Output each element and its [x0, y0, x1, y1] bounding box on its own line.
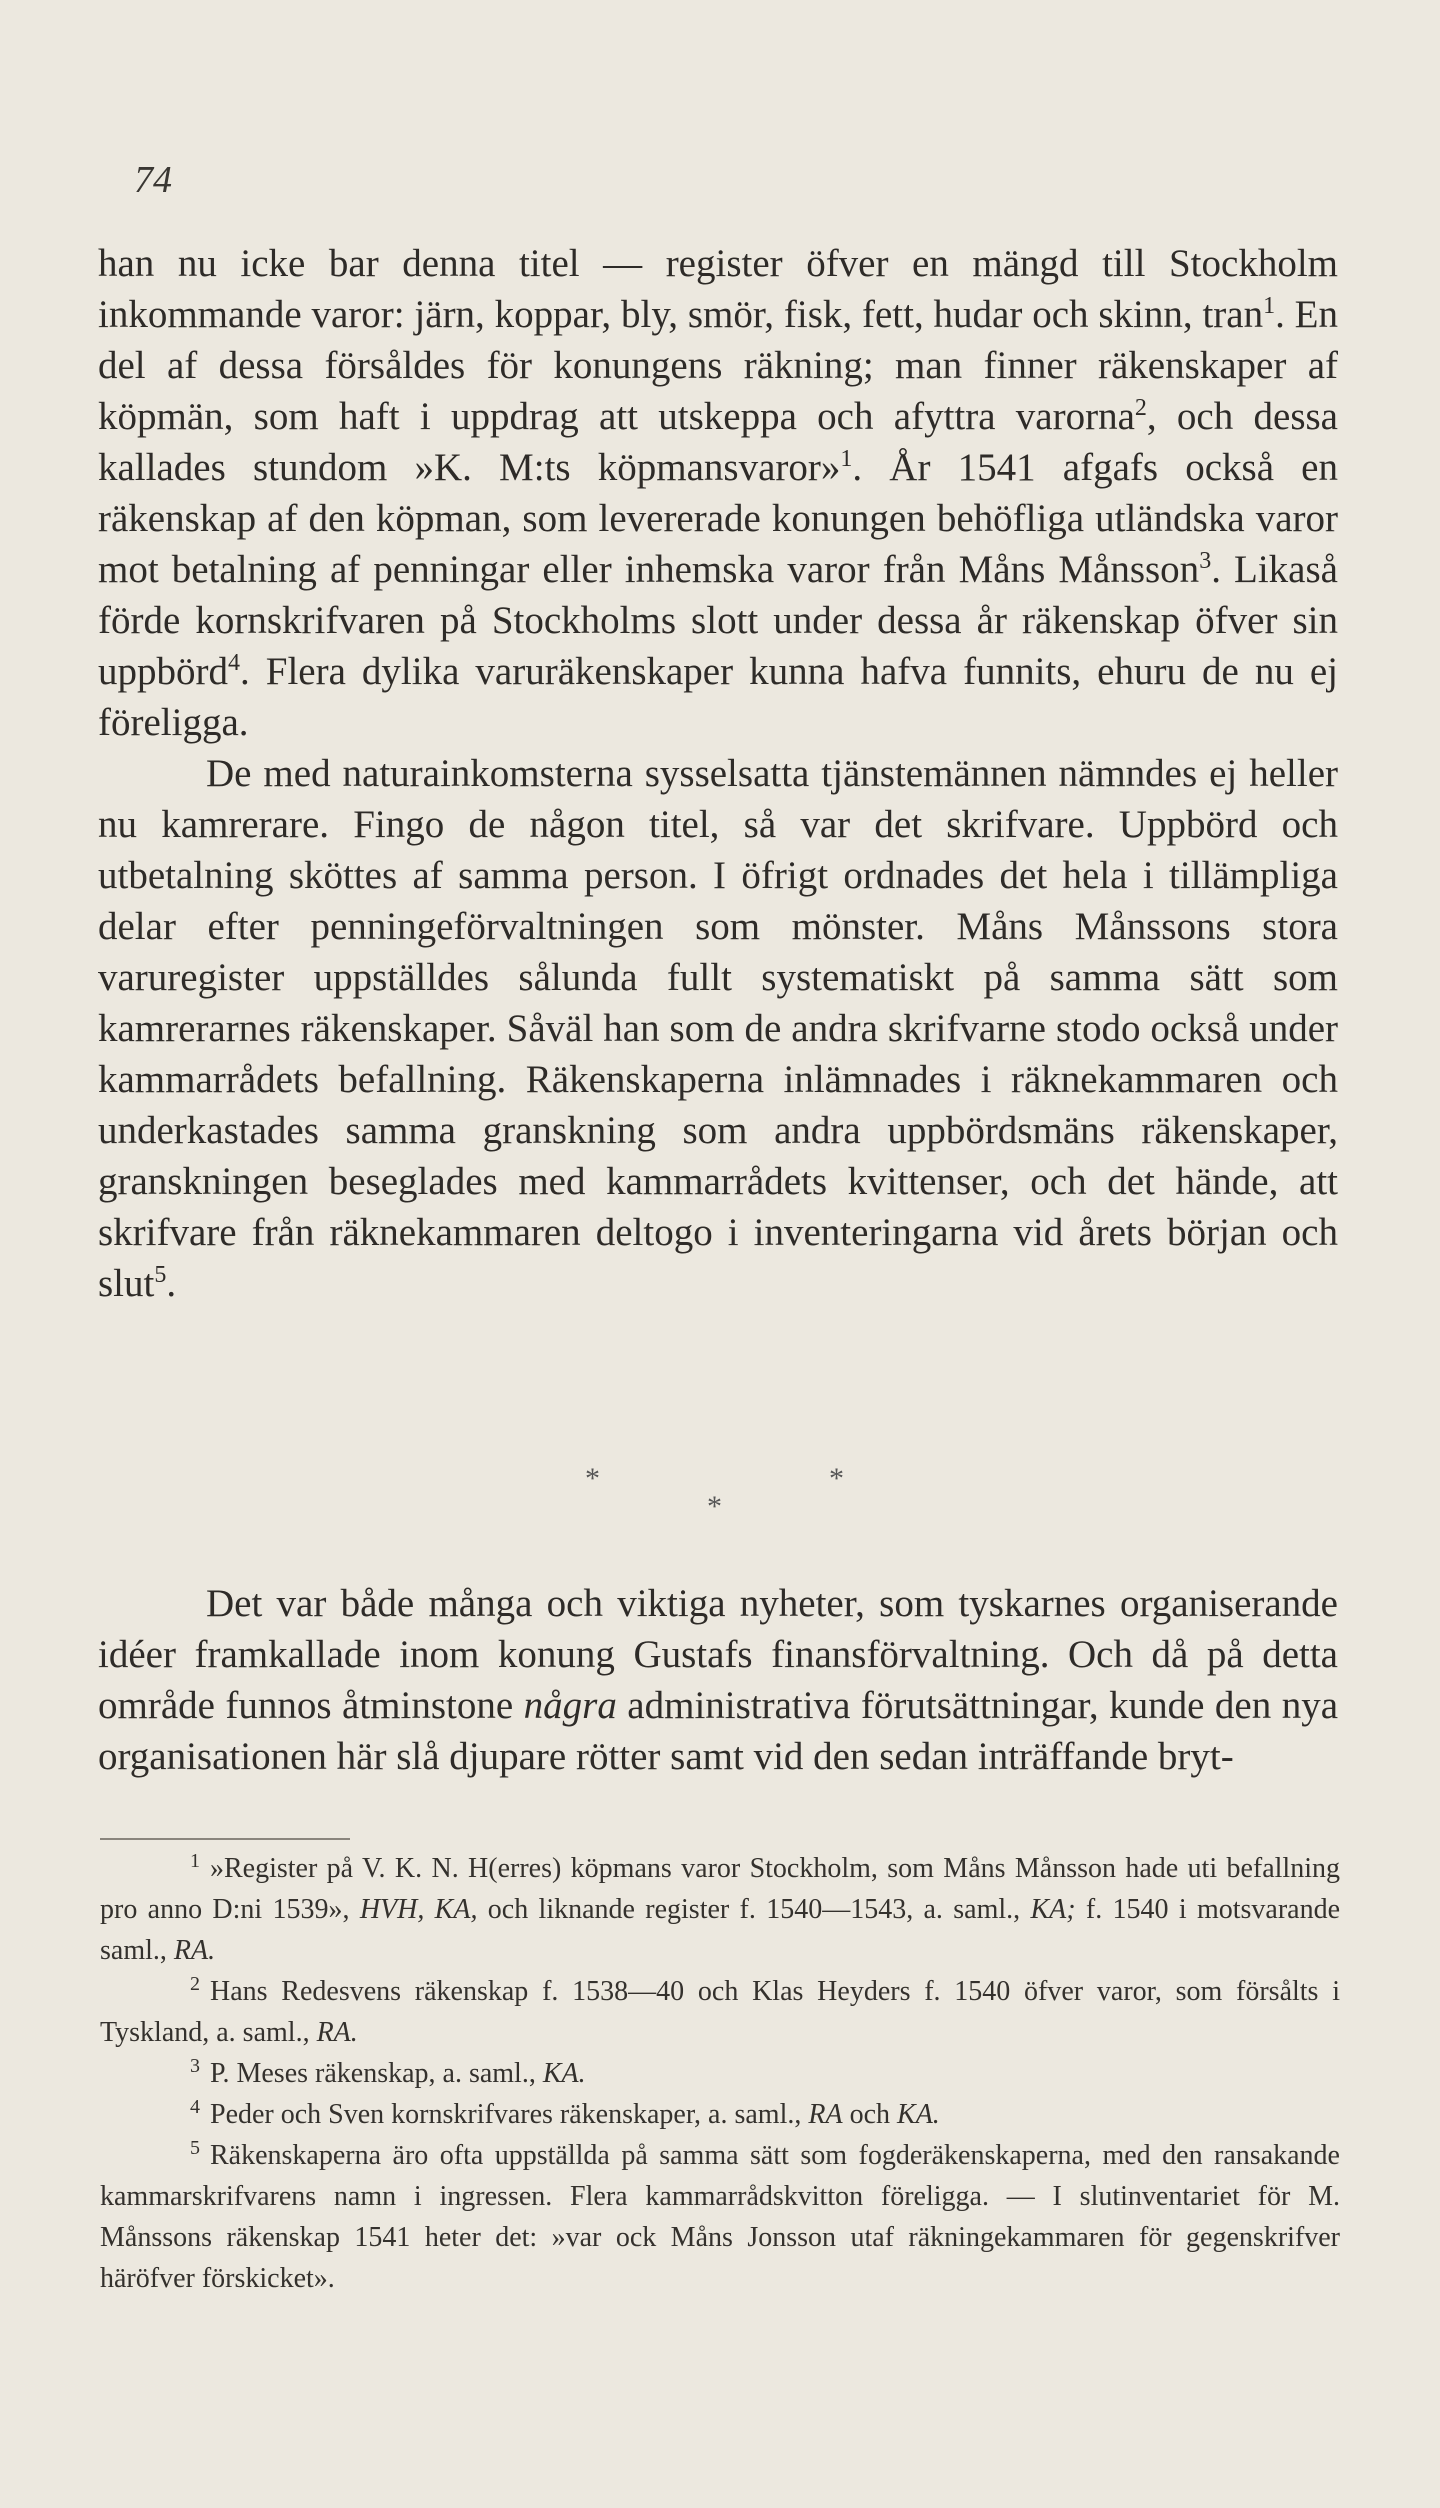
footnote-mark: 3 — [190, 2054, 200, 2077]
footnote-4 — [100, 2094, 1340, 2135]
paragraph-2 — [98, 748, 1338, 1309]
text-run: »Register på V. K. N. H(erres) köpmans varor Stockholm, som Måns Månsson hade uti befallning pro anno D:ni 1539», — [100, 1853, 1340, 1925]
footnote-rule — [100, 1838, 350, 1840]
footnote-reference: 5 — [154, 1262, 167, 1288]
text-run: . Flera dylika varuräkenskaper kunna hafva funnits, ehuru de nu ej föreligga. — [98, 650, 1338, 744]
text-run: . År 1541 afgafs också en räkenskap af den köpman, som levererade konungen behöfliga utländska varor mot betalning af penningar eller inhemska varor från Måns Månsson — [98, 446, 1338, 591]
section-2-paragraph — [98, 1578, 1338, 1782]
italic-text: RA. — [316, 2017, 358, 2048]
text-run: . Likaså förde kornskrifvaren på Stockholms slott under dessa år räkenskap öfver sin uppbörd — [98, 548, 1338, 693]
separator-star: * — [585, 1462, 600, 1495]
text-run: Det var både många och viktiga nyheter, som tyskarnes organiserande idéer framkallade inom konung Gustafs finansförvaltning. Och då på detta område funnos åtminstone — [98, 1582, 1338, 1727]
text-run: han nu icke bar denna titel — register öfver en mängd till Stockholm inkommande varor: järn, koppar, bly, smör, fisk, fett, hudar och skinn, tran — [98, 242, 1338, 336]
text-run: administrativa förutsättningar, kunde den nya organisationen här slå djupare rötter samt vid den sedan inträffande bryt- — [98, 1684, 1339, 1778]
italic-text: RA — [808, 2099, 843, 2130]
text-run: P. Meses räkenskap, a. saml., — [210, 2058, 543, 2089]
text-run: De med naturainkomsterna sysselsatta tjänstemännen nämndes ej heller nu kamrerare. Fingo de någon titel, så var det skrifvare. Uppbörd och utbetalning sköttes af samma person. I öfrigt ordnades det hela i tillämpliga delar efter penningeförvaltningen som mönster. Måns Månssons stora varuregister uppställdes sålunda fullt systematiskt på samma sätt som kamrerarnes räkenskaper. Såväl han som de andra skrifvarne stodo också under kammarrådets befallning. Räkenskaperna inlämnades i räknekammaren och underkastades samma granskning som andra uppbördsmäns räkenskaper, granskningen beseglades med kammarrådets kvittenser, och det hände, att skrifvare från räknekammaren deltogo i inventeringarna vid årets början och slut — [98, 752, 1338, 1305]
footnote-mark: 4 — [190, 2095, 200, 2118]
footnote-reference: 2 — [1134, 395, 1147, 421]
italic-text: KA. — [542, 2058, 586, 2089]
section-separator — [0, 1462, 1440, 1532]
separator-star: * — [829, 1462, 844, 1495]
footnote-2 — [100, 1971, 1340, 2053]
footnote-reference: 4 — [228, 650, 240, 676]
text-run: . — [166, 1262, 177, 1305]
text-run: . En del af dessa försåldes för konungens räkning; man finner räkenskaper af köpmän, som haft i uppdrag att utskeppa och afyttra varorna — [98, 293, 1339, 438]
footnote-3 — [100, 2053, 1340, 2094]
italic-text: RA. — [173, 1935, 216, 1966]
text-run: Hans Redesvens räkenskap f. 1538—40 och Klas Heyders f. 1540 öfver varor, som försålts i Tyskland, a. saml., — [100, 1976, 1340, 2048]
footnotes — [100, 1848, 1340, 2299]
text-run: och — [842, 2099, 898, 2130]
footnote-mark: 5 — [190, 2136, 200, 2159]
text-run: f. 1540 i motsvarande saml., — [100, 1894, 1341, 1966]
italic-text: KA. — [897, 2099, 940, 2130]
footnote-1 — [100, 1848, 1340, 1971]
footnote-mark: 1 — [190, 1849, 200, 1872]
page-number: 74 — [134, 159, 172, 201]
italic-text: några — [523, 1684, 617, 1727]
paragraph-1 — [98, 238, 1338, 748]
footnote-mark: 2 — [190, 1972, 200, 1995]
italic-text: KA; — [1030, 1894, 1076, 1925]
text-run: Räkenskaperna äro ofta uppställda på samma sätt som fogderäkenskaperna, med den ransakande kammarskrifvarens namn i ingressen. Flera kammarrådskvitton föreligga. — I slutinventariet för M. Månssons räkenskap 1541 heter det: »var ock Måns Jonsson utaf räkningekammaren för gegenskrifver häröfver förskicket». — [100, 2140, 1340, 2294]
text-run: , och dessa kallades stundom »K. M:ts köpmansvaror» — [98, 395, 1338, 489]
main-text — [98, 238, 1338, 1309]
italic-text: HVH, KA, — [359, 1894, 478, 1925]
footnote-reference: 1 — [1263, 293, 1276, 319]
section-2-text — [98, 1578, 1338, 1782]
text-run: Peder och Sven kornskrifvares räkenskaper, a. saml., — [210, 2099, 809, 2130]
footnote-reference: 3 — [1199, 548, 1212, 574]
text-run: och liknande register f. 1540—1543, a. saml., — [477, 1894, 1031, 1925]
footnote-5 — [100, 2135, 1340, 2299]
footnote-reference: 1 — [840, 446, 853, 472]
separator-star: * — [707, 1490, 722, 1523]
